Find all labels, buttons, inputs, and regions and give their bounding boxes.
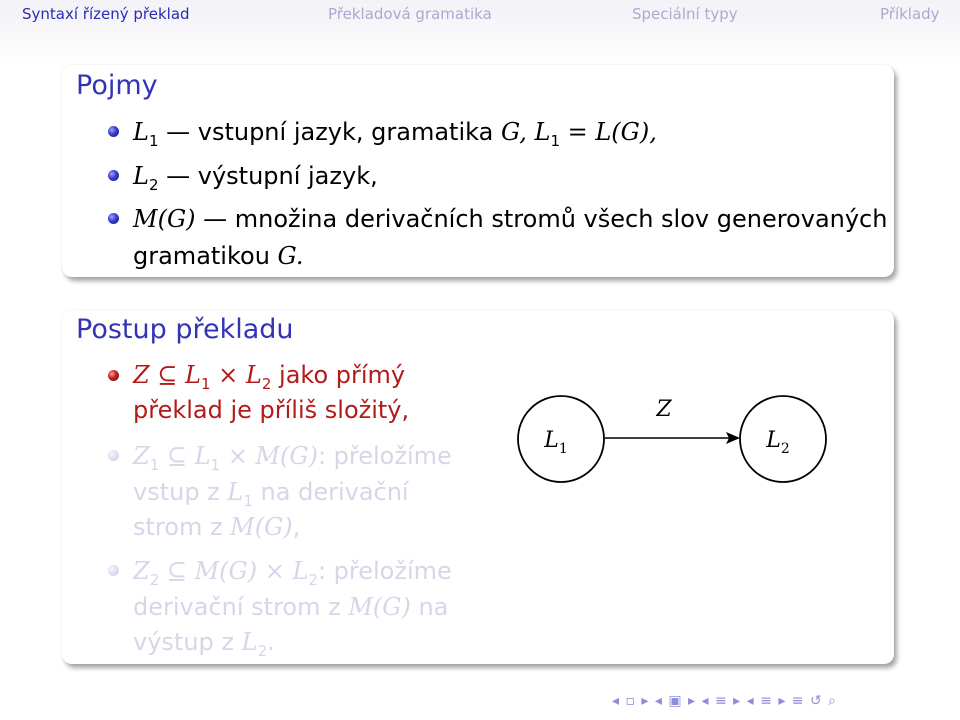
diagram-edge-label: Z (656, 397, 672, 422)
concept-item-derivation-trees: M(G) — množina derivačních stromů všech slov generovaných (133, 205, 888, 233)
bullet-icon (108, 450, 119, 461)
bullet-icon (108, 213, 119, 224)
nav-item-syntax-directed[interactable]: Syntaxí řízený překlad (22, 5, 190, 23)
procedure-item-direct-cont: překlad je příliš složitý, (133, 396, 410, 424)
bullet-icon (108, 126, 119, 137)
procedure-item-first-step: $Z_1$ ⊆ $L_1 \times M(G)$: přeložíme (133, 442, 452, 474)
concept-item-input-language: $L_1$ — vstupní jazyk, gramatika G, $L_1 = L(G)$, (133, 118, 657, 150)
bullet-icon (108, 170, 119, 181)
translation-diagram (500, 380, 840, 500)
header-gradient (0, 30, 960, 65)
bullet-icon (108, 565, 119, 576)
procedure-item-second-step: $Z_2$ ⊆ $M(G) \times L_2$: přeložíme (133, 557, 452, 589)
nav-item-special-types[interactable]: Speciální typy (632, 5, 738, 23)
procedure-item-direct: Z ⊆ $L_1 \times L_2$ jako přímý (133, 361, 406, 393)
procedure-item-first-step-line3: strom z M(G), (133, 513, 301, 541)
diagram-node-left (518, 396, 604, 482)
beamer-navigation-symbols[interactable]: ◂ ▫ ▸ ◂ ▣ ▸ ◂ ≡ ▸ ◂ ≡ ▸ ≡ ↺ ⌕ (612, 693, 837, 709)
concept-item-output-language: $L_2$ — výstupní jazyk, (133, 162, 378, 194)
nav-item-translation-grammar[interactable]: Překladová gramatika (328, 5, 492, 23)
nav-item-examples[interactable]: Příklady (880, 5, 940, 23)
diagram-node-right (740, 396, 826, 482)
block-concepts-title: Pojmy (76, 70, 158, 101)
procedure-item-second-step-line2: derivační strom z M(G) na (133, 593, 449, 621)
block-procedure-title: Postup překladu (76, 314, 294, 345)
diagram-node-right-label: $L_2$ (766, 428, 790, 457)
top-navigation (0, 0, 960, 30)
diagram-node-left-label: $L_1$ (544, 428, 568, 457)
procedure-item-first-step-line2: vstup z $L_1$ na derivační (133, 478, 409, 510)
procedure-item-second-step-line3: výstup z $L_2$. (133, 628, 275, 660)
concept-item-derivation-trees-cont: gramatikou G. (133, 242, 304, 270)
bullet-icon (108, 370, 119, 381)
